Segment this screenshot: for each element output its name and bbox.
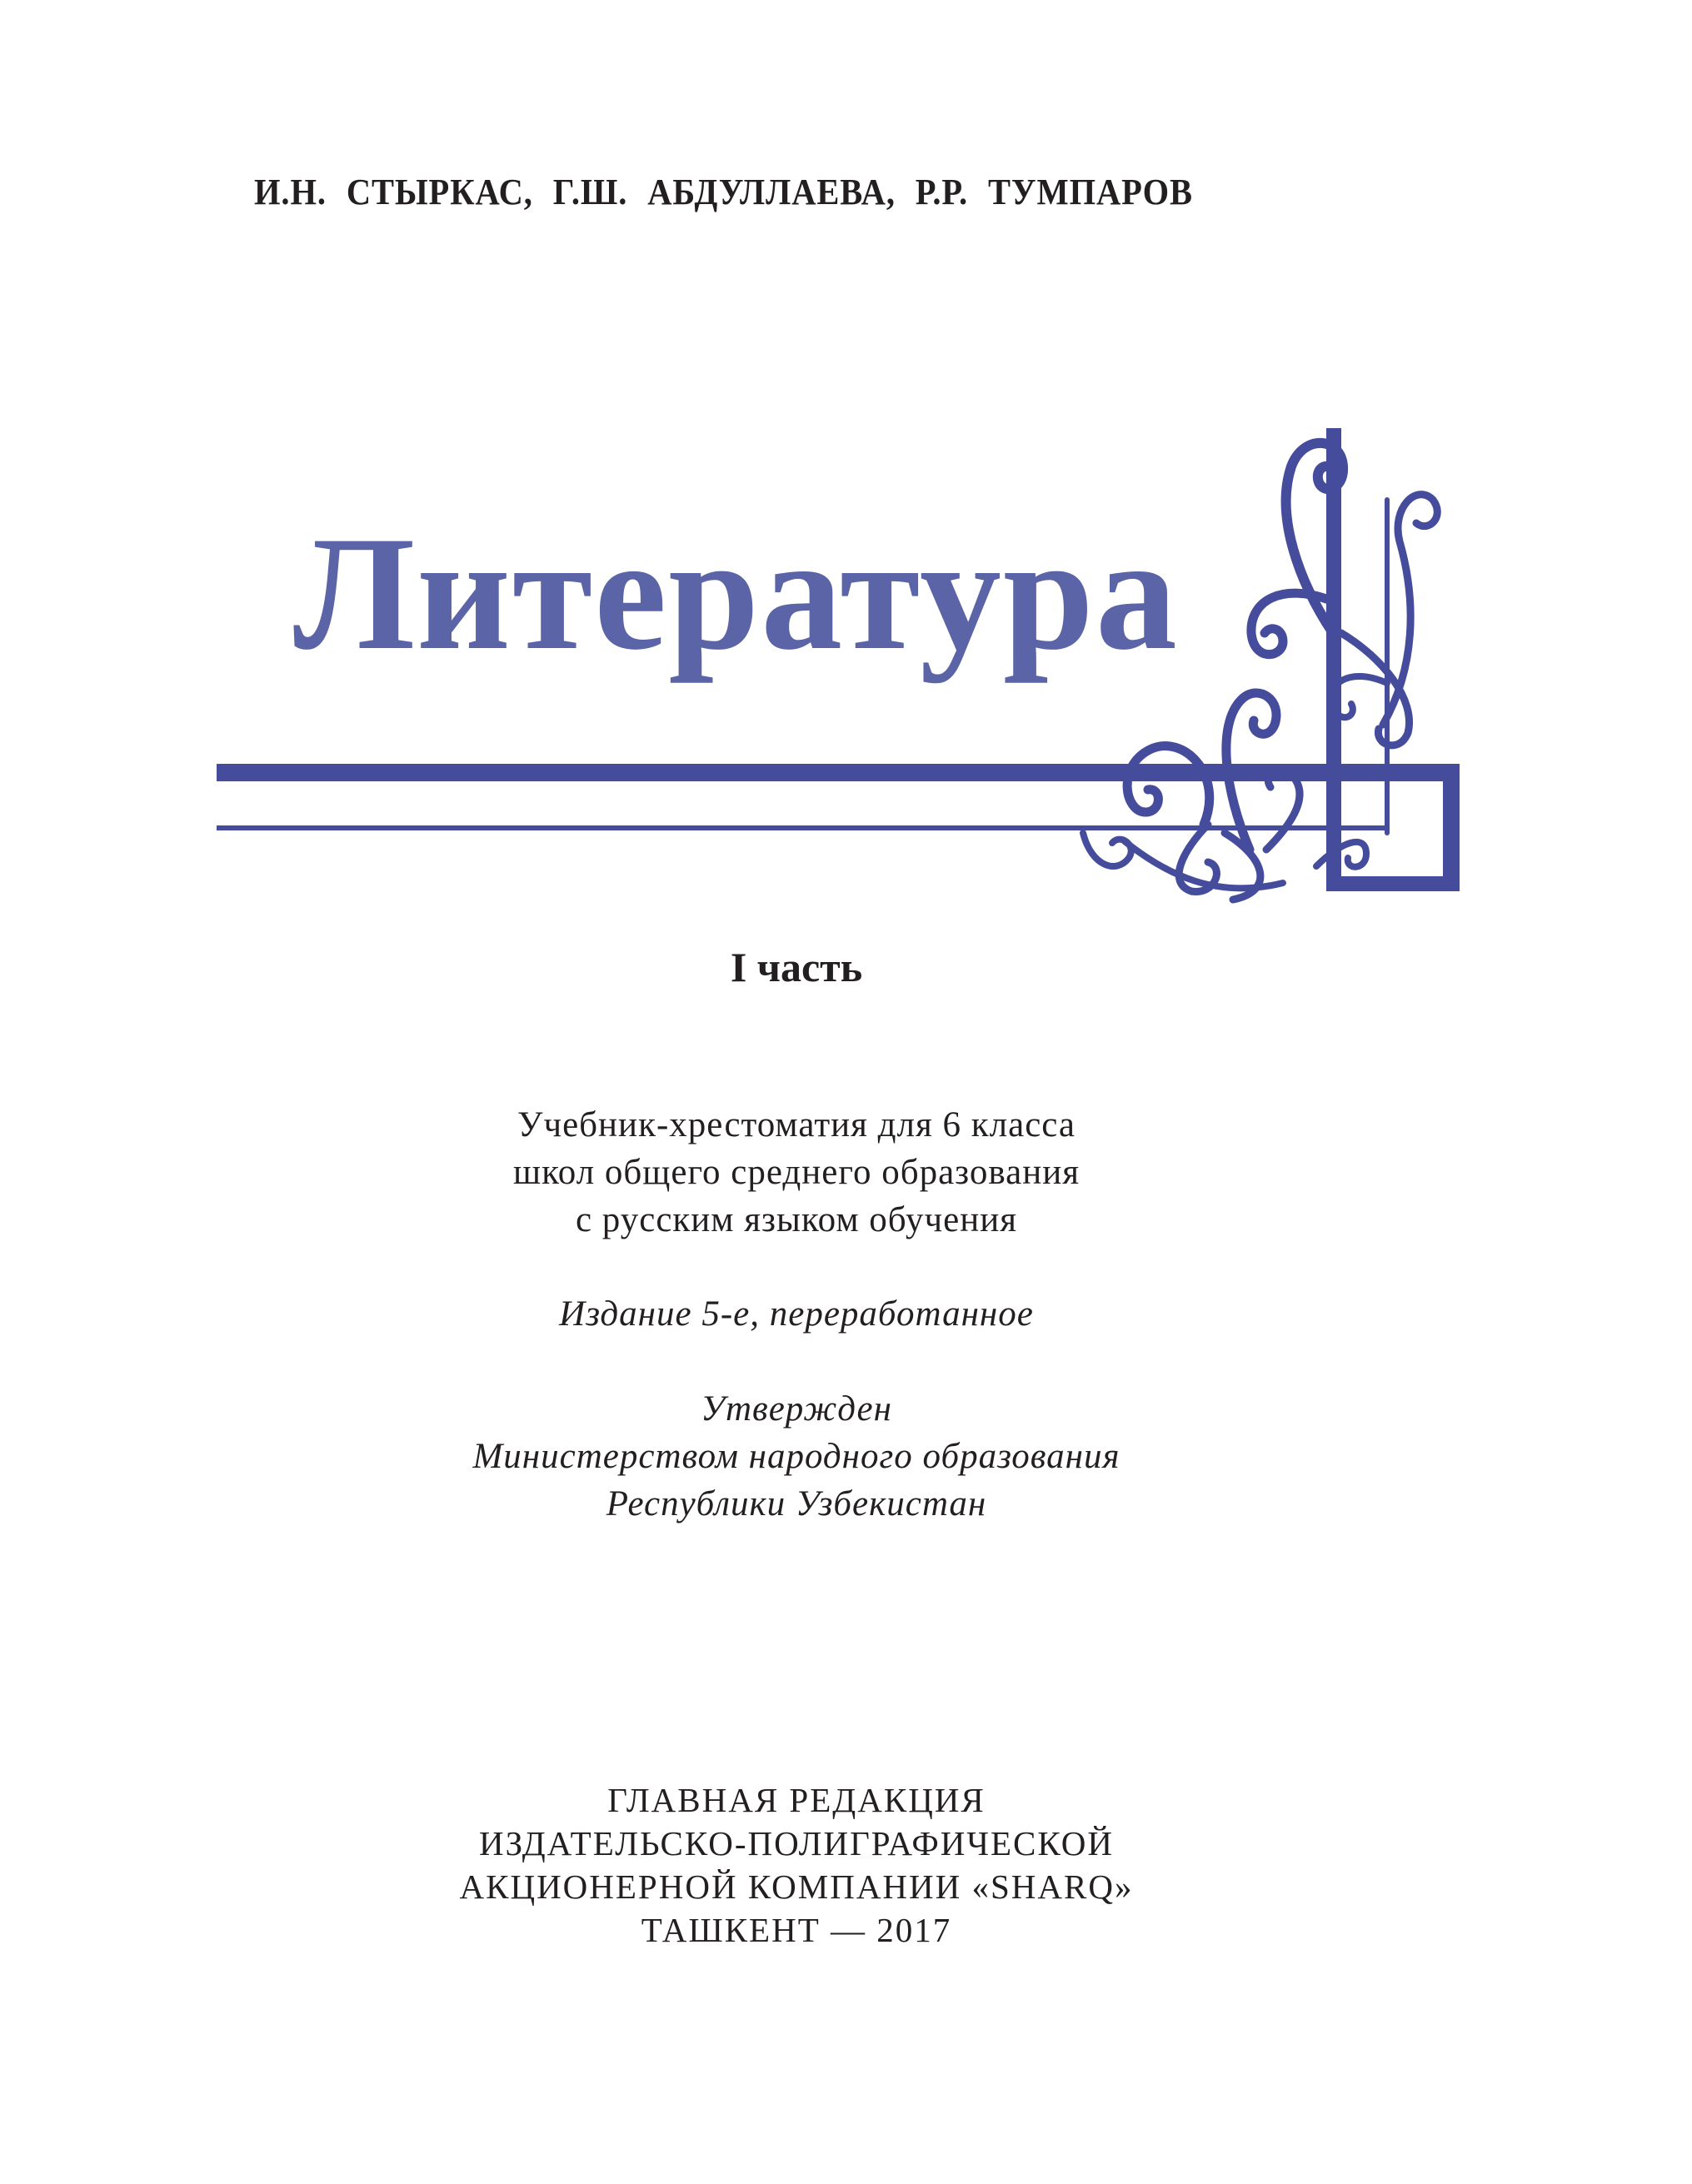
part-label: I часть (730, 944, 863, 990)
publisher-line: ТАШКЕНТ — 2017 (641, 1911, 952, 1949)
approval-line: Министерством народного образования (472, 1437, 1121, 1476)
flourish-ornament-icon (958, 421, 1475, 904)
approval-line: Утвержден (701, 1389, 892, 1429)
subtitle-line: с русским языком обучения (575, 1200, 1018, 1239)
authors: И.Н. СТЫРКАС, Г.Ш. АБДУЛЛАЕВА, Р.Р. ТУМПАРОВ (254, 172, 1193, 212)
subtitle-line: Учебник-хрестоматия для 6 класса (517, 1105, 1076, 1144)
publisher-line: АКЦИОНЕРНОЙ КОМПАНИИ «SHARQ» (459, 1867, 1134, 1906)
publisher-line: ИЗДАТЕЛЬСКО-ПОЛИГРАФИЧЕСКОЙ (479, 1824, 1114, 1862)
approval-line: Республики Узбекистан (606, 1484, 987, 1523)
subtitle (0, 1101, 1593, 1244)
publisher (0, 1778, 1593, 1952)
book-title: Литература (293, 503, 1179, 684)
subtitle-line: школ общего среднего образования (512, 1153, 1081, 1192)
edition: Издание 5-е, переработанное (559, 1294, 1034, 1334)
approval-note (0, 1385, 1593, 1528)
publisher-line: ГЛАВНАЯ РЕДАКЦИЯ (607, 1781, 986, 1819)
